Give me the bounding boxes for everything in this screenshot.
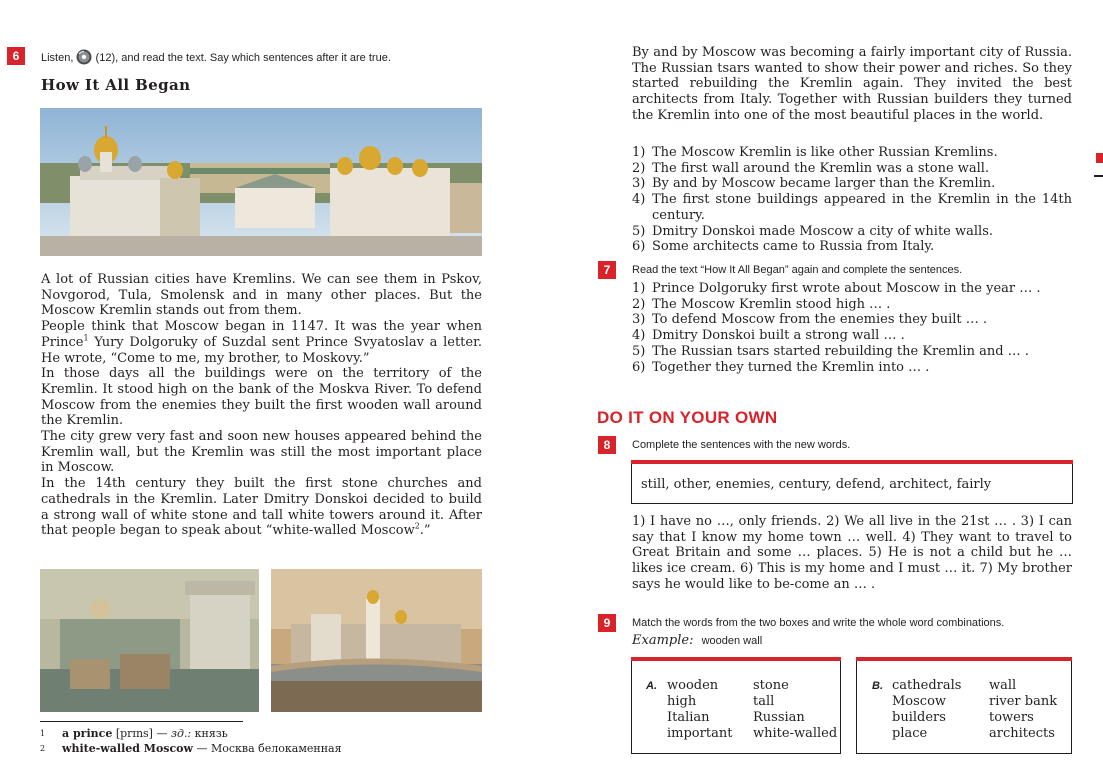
section-heading: DO IT ON YOUR OWN bbox=[597, 408, 778, 427]
list-item: 1) Prince Dolgoruky first wrote about Moscow in the year … . bbox=[632, 281, 1041, 296]
paragraph: In those days all the buildings were on the territory of the Kremlin. It stood high on the bank of the Moskva River. To defend Moscow from the enemies they built the first wooden wall around the Kremlin. bbox=[41, 366, 482, 429]
statements-list bbox=[632, 145, 1072, 255]
painting-wooden-kremlin bbox=[40, 569, 259, 712]
list-item: 5) The Russian tsars started rebuilding the Kremlin and … . bbox=[632, 343, 1029, 359]
text-title: How It All Began bbox=[41, 76, 191, 94]
audio-cd-icon[interactable] bbox=[76, 49, 92, 65]
box-b-column-1: cathedrals Moscow builders place bbox=[892, 678, 962, 741]
paragraph: A lot of Russian cities have Kremlins. We can see them in Pskov, Novgorod, Tula, Smolensk and in many other places. But the Moscow Kremlin stands out from them. bbox=[41, 272, 482, 319]
list-item: 6) Together they turned the Kremlin into … . bbox=[632, 359, 930, 375]
footnote: 1 a prince [prɪns] — зд.: князь bbox=[40, 727, 228, 740]
box-a-column-2: stone tall Russian white-walled bbox=[753, 678, 838, 741]
exercise-8-number: 8 bbox=[598, 436, 616, 454]
list-item: 3) To defend Moscow from the enemies they built … . bbox=[632, 312, 988, 328]
exercise-8-text: 1) I have no …, only friends. 2) We all live in the 21st … . 3) I can say that I know my home town … well. 4) They want to travel to Great Britain and some … places. 5) He is not a child but he … likes ice cream. 6) This is my home and I must … it. 7) My brother says he would like to be-come an … . bbox=[632, 514, 1072, 592]
page-edge-mark bbox=[1096, 153, 1103, 163]
exercise-9-instruction: Match the words from the two boxes and write the whole word combinations. bbox=[632, 617, 1005, 629]
paragraph: In the 14th century they built the first stone churches and cathedrals in the Kremlin. Later Dmitry Donskoi decided to build a strong wall of white stone and tall white towers around it. After that people began to speak about “white-walled Moscow$^2$.” bbox=[41, 476, 482, 539]
footnote-rule bbox=[40, 721, 243, 722]
exercise-8-instruction: Complete the sentences with the new words. bbox=[632, 439, 851, 451]
box-b-column-2: wall river bank towers architects bbox=[989, 678, 1058, 741]
painting-white-stone-kremlin bbox=[271, 569, 482, 712]
page-edge-line bbox=[1094, 175, 1103, 177]
exercise-7-instruction: Read the text “How It All Began” again and complete the sentences. bbox=[632, 264, 963, 276]
list-item: 6) Some architects came to Russia from Italy. bbox=[632, 239, 935, 255]
paragraph: People think that Moscow began in 1147. It was the year when Prince$^1$ Yury Dolgoruky of Suzdal sent Prince Svyatoslav a letter. He wrote, “Come to me, my brother, to Moskovy.” bbox=[41, 319, 482, 366]
word-box-a: A. wooden high Italian important stone tall Russian white-walled bbox=[631, 657, 841, 754]
exercise-9-example: Example: wooden wall bbox=[632, 633, 763, 648]
footnote: 2 white-walled Moscow — Москва белокаменная bbox=[40, 741, 342, 755]
word-box-accent-bar bbox=[631, 460, 1073, 464]
main-text bbox=[41, 272, 482, 539]
footnotes bbox=[40, 727, 342, 756]
list-item: 2) The first wall around the Kremlin was a stone wall. bbox=[632, 160, 990, 176]
exercise-6-instruction: Listen, (12), and read the text. Say which sentences after it are true. bbox=[41, 49, 391, 65]
exercise-7-number: 7 bbox=[598, 261, 616, 279]
exercise-9-number: 9 bbox=[598, 614, 616, 632]
paragraph: The city grew very fast and soon new houses appeared behind the Kremlin wall, but the Kremlin was still the most important place in Moscow. bbox=[41, 429, 482, 476]
list-item: 5) Dmitry Donskoi made Moscow a city of white walls. bbox=[632, 223, 994, 239]
exercise-6-number: 6 bbox=[7, 47, 25, 65]
list-item: 2) The Moscow Kremlin stood high … . bbox=[632, 296, 891, 312]
text-continuation: By and by Moscow was becoming a fairly important city of Russia. The Russian tsars wanted to show their power and riches. So they started rebuilding the Kremlin again. They invited the best architects from Italy. Together with Russian builders they turned the Kremlin into one of the most beautiful places in the world. bbox=[632, 45, 1072, 123]
word-box-words: still, other, enemies, century, defend, architect, fairly bbox=[641, 477, 992, 492]
word-box-b: B. cathedrals Moscow builders place wall river bank towers architects bbox=[856, 657, 1072, 754]
box-a-column-1: wooden high Italian important bbox=[667, 678, 733, 741]
exercise-7-list bbox=[632, 281, 1072, 375]
list-item: 4) The first stone buildings appeared in the Kremlin in the 14th century. bbox=[632, 192, 1072, 223]
word-box bbox=[631, 460, 1073, 504]
list-item: 3) By and by Moscow became larger than the Kremlin. bbox=[632, 176, 996, 192]
kremlin-panorama-photo bbox=[40, 108, 482, 256]
list-item: 4) Dmitry Donskoi built a strong wall … . bbox=[632, 328, 905, 344]
list-item: 1) The Moscow Kremlin is like other Russian Kremlins. bbox=[632, 145, 998, 160]
